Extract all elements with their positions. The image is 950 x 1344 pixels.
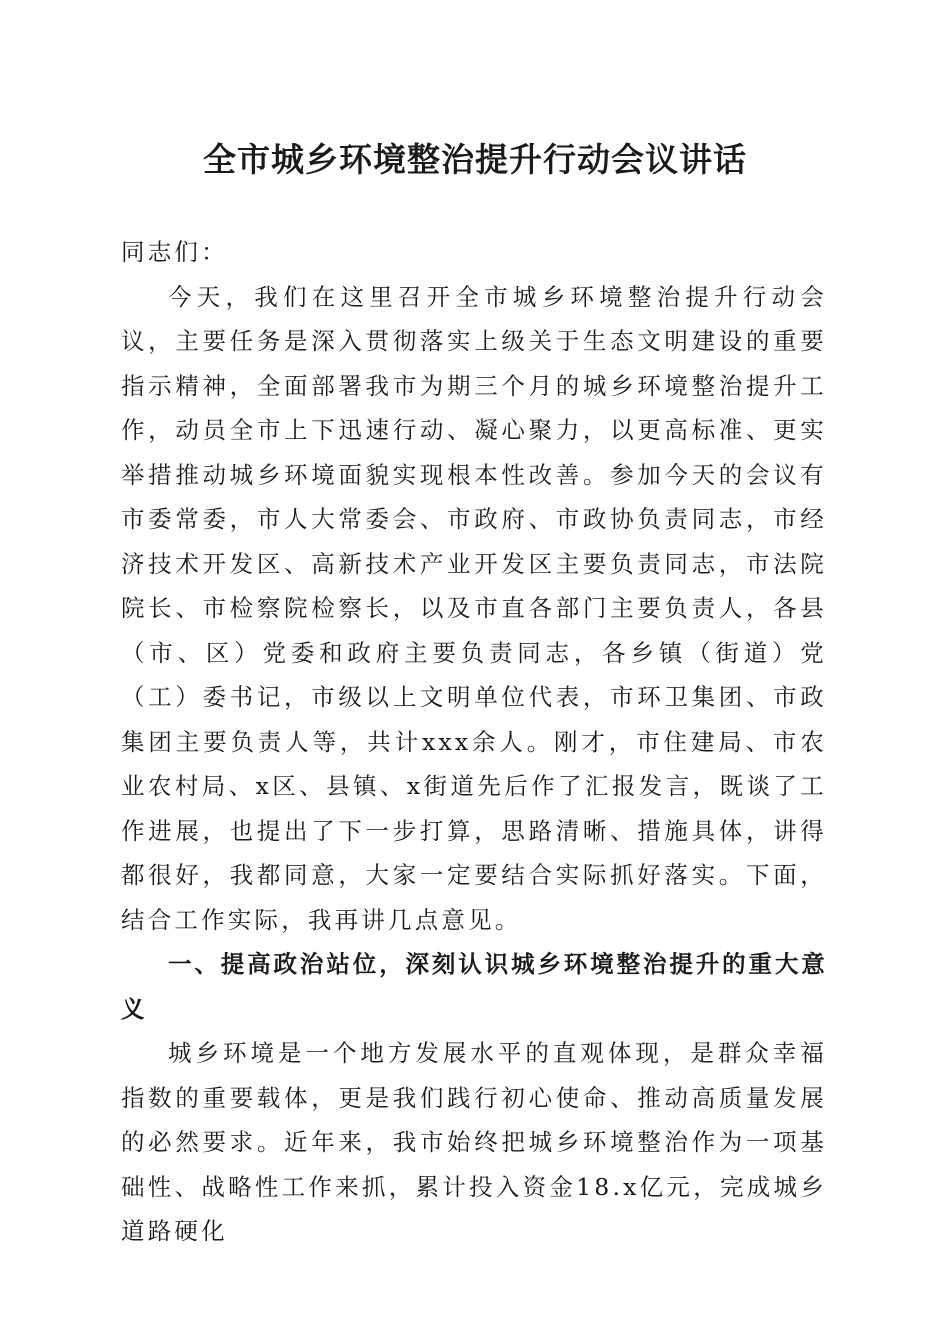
document-title: 全市城乡环境整治提升行动会议讲话 bbox=[203, 140, 747, 179]
section-heading: 一、提高政治站位，深刻认识城乡环境整治提升的重大意义 bbox=[121, 950, 827, 1023]
section-paragraph: 城乡环境是一个地方发展水平的直观体现，是群众幸福指数的重要载体，更是我们践行初心使命、推动高质量发展的必然要求。近年来，我市始终把城乡环境整治作为一项基础性、战略性工作来抓，累计投入资金18.x亿元，完成城乡道路硬化 bbox=[121, 1039, 827, 1245]
document-body bbox=[121, 230, 827, 1254]
greeting: 同志们： bbox=[121, 238, 228, 266]
opening-paragraph: 今天，我们在这里召开全市城乡环境整治提升行动会议，主要任务是深入贯彻落实上级关于生态文明建设的重要指示精神，全面部署我市为期三个月的城乡环境整治提升工作，动员全市上下迅速行动、凝心聚力，以更高标准、更实举措推动城乡环境面貌实现根本性改善。参加今天的会议有市委常委，市人大常委会、市政府、市政协负责同志，市经济技术开发区、高新技术产业开发区主要负责同志，市法院院长、市检察院检察长，以及市直各部门主要负责人，各县（市、区）党委和政府主要负责同志，各乡镇（街道）党（工）委书记，市级以上文明单位代表，市环卫集团、市政集团主要负责人等，共计xxx余人。刚才，市住建局、市农业农村局、x区、县镇、x街道先后作了汇报发言，既谈了工作进展，也提出了下一步打算，思路清晰、措施具体，讲得都很好，我都同意，大家一定要结合实际抓好落实。下面，结合工作实际，我再讲几点意见。 bbox=[121, 282, 827, 934]
